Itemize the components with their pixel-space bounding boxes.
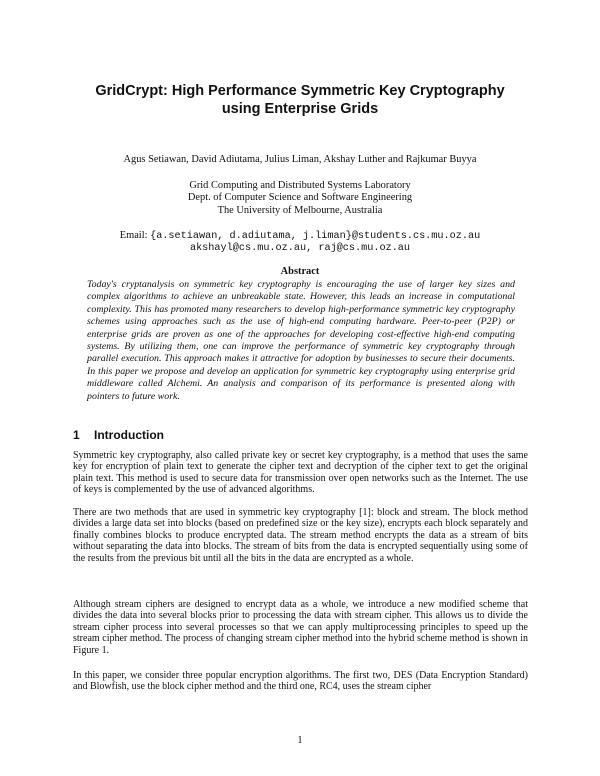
email-block (40, 230, 560, 256)
email-line-1 (40, 230, 560, 243)
intro-paragraph-4: In this paper, we consider three popular encryption algorithms. The first two, DES (Data Encryption Standard) and Blowfish, use the block cipher method and the third one, RC4, uses the stream cipher (73, 670, 528, 693)
affiliation-lab: Grid Computing and Distributed Systems Laboratory (189, 180, 411, 191)
section-heading (73, 428, 164, 442)
affiliation-university: The University of Melbourne, Australia (217, 204, 383, 216)
affiliation-block (60, 180, 540, 217)
paper-title (60, 82, 540, 118)
email-addresses-staff: akshayl@cs.mu.oz.au, raj@cs.mu.oz.au (189, 243, 411, 255)
email-addresses-students: {a.setiawan, d.adiutama, j.liman}@students.cs.mu.oz.au (150, 231, 481, 242)
paper-title-line-1: GridCrypt: High Performance Symmetric Key Cryptography (95, 83, 505, 99)
abstract-text: Today's cryptanalysis on symmetric key cryptography is encouraging the use of larger key sizes and complex algorithms to achieve an unbreakable state. However, this leads an increase in computational complexity. This has promoted many researchers to develop high-performance symmetric key cryptography schemes using approaches such as the use of high-end computing hardware. Peer-to-peer (P2P) or enterprise grids are proven as one of the approaches for developing cost-effective high-end computing systems. By utilizing them, one can improve the performance of symmetric key cryptography through parallel execution. This approach makes it attractive for adoption by businesses to secure their documents. In this paper we propose and develop an application for symmetric key cryptography using enterprise grid middleware called Alchemi. An analysis and comparison of its performance is presented along with pointers to future work. (87, 279, 515, 402)
affiliation-dept: Dept. of Computer Science and Software Engineering (187, 192, 413, 204)
section-title: Introduction (94, 428, 164, 442)
intro-paragraph-3: Although stream ciphers are designed to encrypt data as a whole, we introduce a new modified scheme that divides the data into several blocks prior to processing the data with stream cipher. This allows us to divide the stream cipher process into several processes so that we can apply multiprocessing principles to speed up the stream cipher method. The process of changing stream cipher method into the hybrid scheme method is shown in Figure 1. (73, 599, 528, 656)
author-list: Agus Setiawan, David Adiutama, Julius Liman, Akshay Luther and Rajkumar Buyya (123, 154, 477, 165)
abstract-heading: Abstract (280, 266, 320, 277)
email-label: Email: (119, 230, 148, 241)
intro-paragraph-1: Symmetric key cryptography, also called private key or secret key cryptography, is a method that uses the same key for encryption of plain text to generate the cipher text and decryption of the cipher text to get the original plain text. This method is used to secure data for transmission over open networks such as the Internet. The use of keys is complemented by the use of advanced algorithms. (73, 450, 528, 496)
paper-title-line-2: using Enterprise Grids (221, 101, 379, 117)
page-number: 1 (297, 735, 303, 746)
intro-paragraph-2: There are two methods that are used in symmetric key cryptography [1]: block and stream. The block method divides a large data set into blocks (based on predefined size or the key size), encrypts each block separately and finally combines blocks to produce encrypted data. The stream method encrypts the data as a stream of bits without separating the data into blocks. The stream of bits from the data is encrypted sequentially using some of the results from the previous bit until all the bits in the data are encrypted as a whole. (73, 507, 528, 564)
section-number: 1 (73, 428, 80, 442)
